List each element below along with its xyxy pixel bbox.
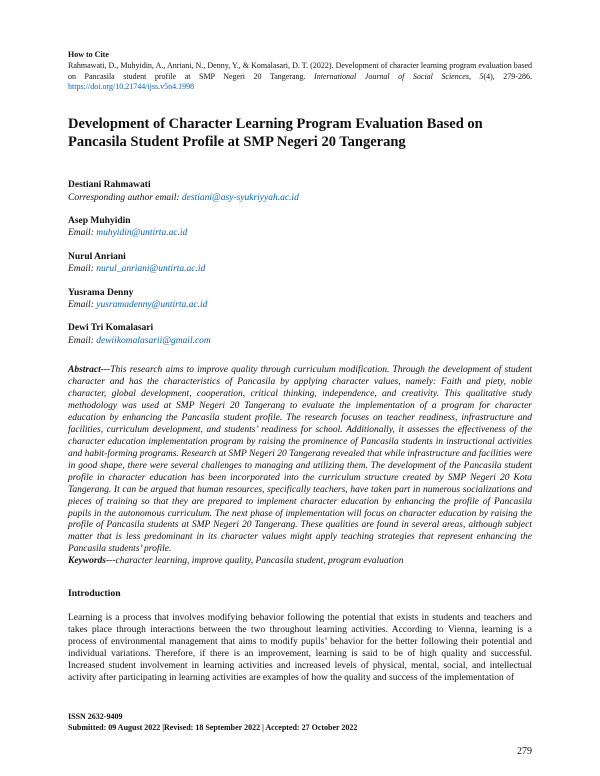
email-link[interactable]: muhyidin@untirta.ac.id	[96, 228, 188, 239]
author-name: Yusrama Denny	[68, 287, 134, 298]
author-email-line	[68, 227, 532, 239]
citation-issue-pages: (4), 279-286.	[483, 71, 532, 81]
page-number: 279	[517, 746, 532, 757]
paper-title: Development of Character Learning Program Evaluation Based on Pancasila Student Profile at SMP Negeri 20 Tangerang	[68, 116, 483, 151]
author-block	[68, 287, 532, 312]
author-name: Destiani Rahmawati	[68, 180, 151, 191]
email-label: Email:	[68, 299, 97, 310]
authors-section	[68, 179, 532, 346]
email-label: Email:	[68, 335, 97, 346]
author-email-line	[68, 192, 532, 204]
introduction-paragraph: Learning is a process that involves modifying behavior following the potential that exists in students and teachers and takes place through interactions between the two throughout learning activities. According to Vienna, learning is a process of environmental management that aims to modify pupils’ behavior for the better following their potential and individual variations. Therefore, if there is an improvement, learning is said to be of high quality and successful. Increased student involvement in learning activities and increased levels of physical, mental, social, and intellectual activity after participating in learning activities are examples of how the quality and success of the implementation of	[68, 612, 532, 683]
doi-link[interactable]: https://doi.org/10.21744/ijss.v5n4.1998	[68, 82, 195, 92]
author-block	[68, 179, 532, 204]
introduction-heading: Introduction	[68, 588, 121, 600]
email-link[interactable]: yusramadenny@untirta.ac.id	[96, 299, 208, 310]
keywords-label: Keywords---	[68, 556, 116, 567]
author-name: Nurul Anriani	[68, 251, 126, 262]
author-email-line	[68, 335, 532, 347]
citation-authors-part: Rahmawati, D., Muhyidin, A., Anriani, N., Denny, Y., & Komalasari, D. T. (2022). Development of character learning program evaluation based on Pancasila student profile at SMP Negeri 20 Tangerang.	[68, 60, 532, 81]
email-label: Email:	[68, 228, 97, 239]
citation-heading: How to Cite	[68, 50, 109, 59]
author-block	[68, 215, 532, 240]
author-email-line	[68, 263, 532, 275]
citation-text	[68, 61, 532, 93]
email-link[interactable]: nurul_anriani@untirta.ac.id	[96, 264, 206, 275]
author-name: Asep Muhyidin	[68, 216, 131, 227]
issn-line: ISSN 2632-9409	[68, 712, 123, 721]
author-block	[68, 251, 532, 276]
email-link[interactable]: destiani@asy-syukriyyah.ac.id	[181, 192, 299, 203]
footer	[68, 712, 532, 734]
author-email-line	[68, 299, 532, 311]
keywords	[68, 556, 532, 568]
email-label: Corresponding author email:	[68, 192, 182, 203]
submission-dates: Submitted: 09 August 2022 |Revised: 18 September 2022 | Accepted: 27 October 2022	[68, 722, 358, 732]
abstract-label: Abstract---	[68, 364, 111, 375]
keywords-text: character learning, improve quality, Pancasila student, program evaluation	[115, 556, 404, 567]
email-link[interactable]: dewiikomalasarii@gmail.com	[96, 335, 211, 346]
email-label: Email:	[68, 264, 97, 275]
abstract-text: This research aims to improve quality through curriculum modification. Through the development of student character and has the characteristics of Pancasila by applying character values, namely: Faith and piety, noble character, global development, cooperation, critical thinking, independence, and creativity. This qualitative study methodology was used at SMP Negeri 20 Tangerang to evaluate the implementation of a program for character education by enhancing the Pancasila student profile. The research focuses on teacher readiness, infrastructure and facilities, curriculum development, and students’ readiness for school. Additionally, it assesses the effectiveness of the character education implementation program by raising the prominence of Pancasila students in instructional activities and habit-forming programs. Research at SMP Negeri 20 Tangerang revealed that while infrastructure and facilities were in good shape, there were several challenges to managing and utilizing them. The development of the Pancasila student profile in character education has been incorporated into the curriculum structure created by SMP Negeri 20 Kota Tangerang. It can be argued that human resources, specifically teachers, have taken part in numerous socializations and pieces of training so that they are prepared to implement character education by enhancing the profile of Pancasila pupils in the autonomous curriculum. The next phase of implementation will focus on character education by raising the profile of Pancasila students at SMP Negeri 20 Tangerang. These qualities are found in several areas, although subject matter that is less predominant in its character values might apply teaching strategies that represent enhancing the Pancasila students’ profile.	[68, 364, 532, 555]
author-block	[68, 322, 532, 347]
abstract	[68, 365, 532, 557]
citation-journal: International Journal of Social Sciences, 5	[314, 71, 484, 81]
author-name: Dewi Tri Komalasari	[68, 323, 154, 334]
